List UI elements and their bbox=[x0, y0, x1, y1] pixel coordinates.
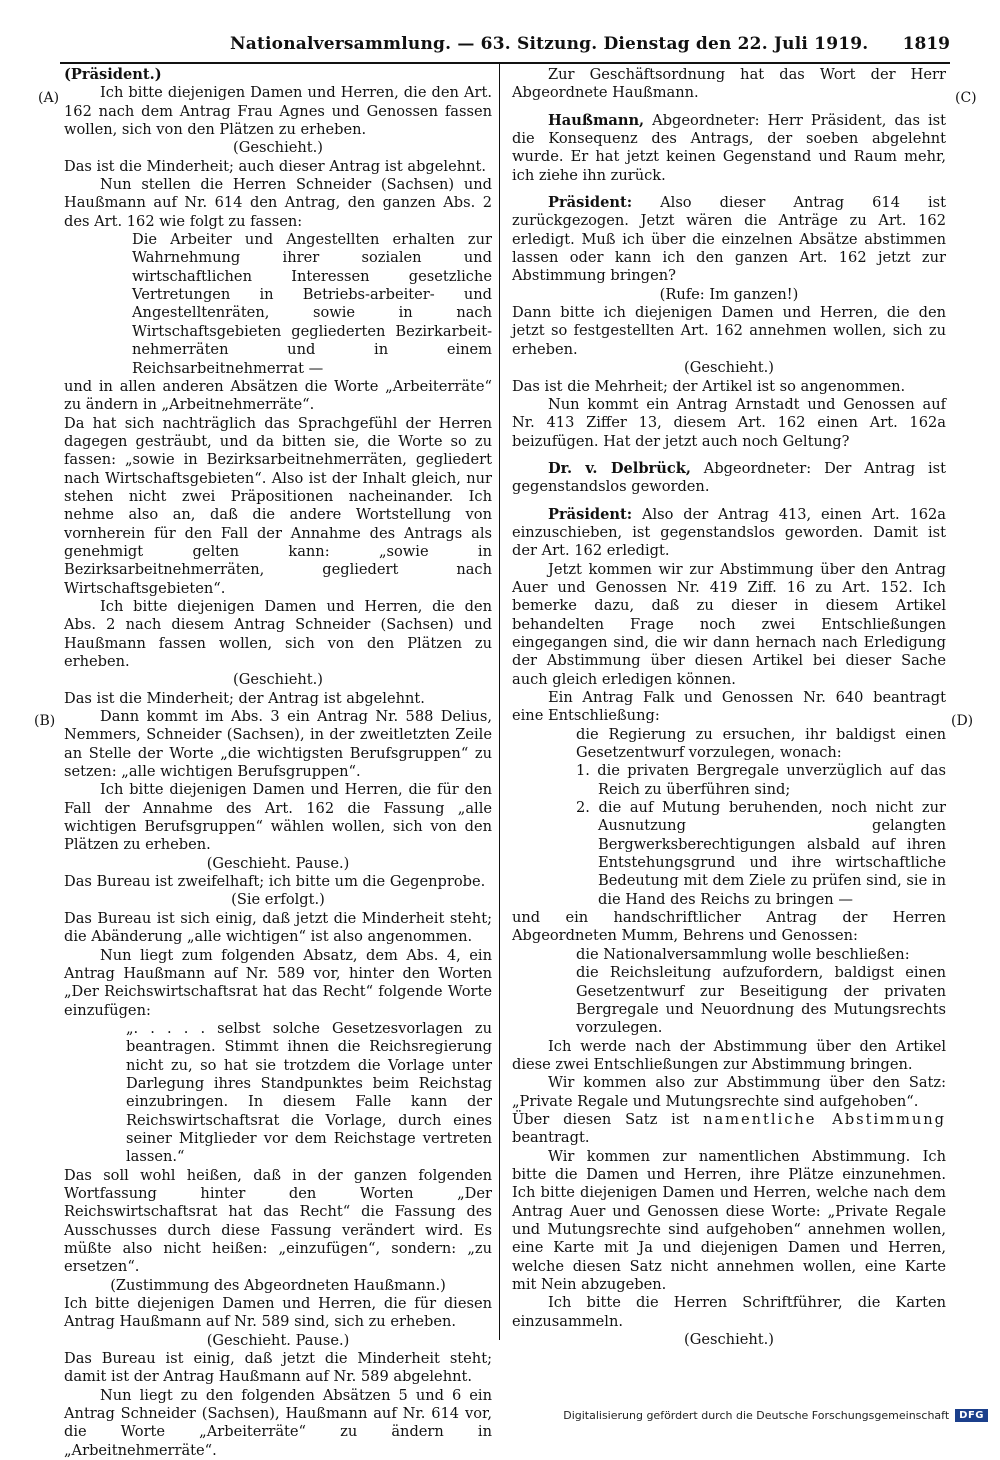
stage-direction: (Zustimmung des Abgeordneten Haußmann.) bbox=[110, 1276, 446, 1294]
right-column bbox=[512, 66, 946, 1349]
stage-direction: (Geschieht. Pause.) bbox=[206, 854, 350, 872]
header-rule bbox=[60, 62, 950, 64]
paragraph: Nun liegt zum folgenden Absatz, dem Abs. 4, ein Antrag Haußmann auf Nr. 589 vor, hinter den Worten „Der Reichswirtschaftsrat hat das Recht“ folgende Worte einzufügen: bbox=[64, 946, 492, 1019]
paragraph: Ein Antrag Falk und Genossen Nr. 640 beantragt eine Entschließung: bbox=[512, 689, 946, 725]
column-divider bbox=[499, 64, 500, 1340]
speech-paragraph bbox=[512, 112, 946, 185]
emphasis-text: namentliche Abstimmung bbox=[703, 1110, 946, 1128]
speech-text: Also dieser Antrag 614 ist zurückgezogen. Jetzt wären die Anträge zu Art. 162 erledigt. Muß ich über die einzelnen Absätze abstimmen lassen oder kann ich den ganzen Art. 162 jetzt zur Abstimmung bringen? bbox=[512, 194, 947, 285]
paragraph: Das Bureau ist einig, daß jetzt die Minderheit steht; damit ist der Antrag Haußmann auf Nr. 589 abgelehnt. bbox=[64, 1350, 492, 1386]
stage-direction: (Geschieht.) bbox=[684, 1331, 774, 1349]
speaker-name: Dr. v. Delbrück, bbox=[548, 459, 691, 477]
speaker-label: (Präsident.) bbox=[64, 66, 162, 83]
paragraph: Wir kommen zur namentlichen Abstimmung. Ich bitte die Damen und Herren, ihre Plätze einzunehmen. Ich bitte diejenigen Damen und Herren, welche nach dem Antrag Auer und Genossen diese Worte: „Private Regale und Mutungsrechte sind aufgehoben“ annehmen wollen, eine Karte mit Ja und diejenigen Damen und Herren, welche diesen Satz nicht annehmen wollen, eine Karte mit Nein abzugeben. bbox=[512, 1147, 946, 1293]
speech-paragraph bbox=[512, 506, 946, 561]
paragraph: Ich werde nach der Abstimmung über den Artikel diese zwei Entschließungen zur Abstimmung bringen. bbox=[512, 1037, 946, 1073]
footer-text: Digitalisierung gefördert durch die Deutsche Forschungsgemeinschaft bbox=[563, 1409, 950, 1422]
quoted-text: die Reichsleitung aufzufordern, baldigst einen Gesetzentwurf zur Beseitigung der privaten Bergregale und Neuordnung des Mutungsrechts vorzulegen. bbox=[576, 964, 946, 1037]
margin-marker-a: (A) bbox=[38, 90, 60, 106]
paragraph: Das ist die Minderheit; der Antrag ist abgelehnt. bbox=[64, 689, 425, 707]
quoted-text: Die Arbeiter und Angestellten erhalten zur Wahrnehmung ihrer sozialen und wirtschaftlichen Interessen gesetzliche Vertretungen in Betriebs-arbeiter- und Angestelltenräten, sowie in nach Wirtschaftsgebieten gegliederten Bezirkarbeit-nehmerräten und in einem Reichsarbeitnehmerrat — bbox=[132, 231, 492, 377]
list-item: 1. die privaten Bergregale unverzüglich auf das Reich zu überführen sind; bbox=[576, 762, 946, 798]
paragraph: Ich bitte diejenigen Damen und Herren, die den Abs. 2 nach diesem Antrag Schneider (Sachsen) und Haußmann fassen wollen, sich von den Plätzen zu erheben. bbox=[64, 597, 492, 670]
digitization-credit bbox=[563, 1409, 988, 1422]
paragraph: Wir kommen also zur Abstimmung über den Satz: „Private Regale und Mutungsrechte sind aufgehoben“. bbox=[512, 1074, 946, 1110]
paragraph: Da hat sich nachträglich das Sprachgefühl der Herren dagegen gesträubt, und da bitten sie, die Worte so zu fassen: „sowie in Bezirksarbeitnehmerräten, gegliedert nach Wirtschaftsgebieten“. Also ist der Inhalt gleich, nur stehen nicht zwei Präpositionen nacheinander. Ich nehme also an, daß die andere Wortstellung von vornherein für den Fall der Annahme des Antrags als genehmigt gelten kann: „sowie in Bezirksarbeitnehmerräten, gegliedert nach Wirtschaftsgebieten“. bbox=[64, 414, 492, 597]
margin-marker-d: (D) bbox=[951, 713, 974, 729]
speech-text: Abgeordneter: Der Antrag ist gegenstandslos geworden. bbox=[512, 459, 947, 496]
paragraph: Das ist die Mehrheit; der Artikel ist so angenommen. bbox=[512, 377, 906, 395]
paragraph: Nun liegt zu den folgenden Absätzen 5 und 6 ein Antrag Schneider (Sachsen), Haußmann auf Nr. 614 vor, die Worte „Arbeiterräte“ zu ändern in „Arbeitnehmerräte“. bbox=[64, 1386, 492, 1459]
speech-paragraph bbox=[512, 194, 946, 286]
stage-direction: (Geschieht.) bbox=[684, 359, 774, 377]
paragraph: Jetzt kommen wir zur Abstimmung über den Antrag Auer und Genossen Nr. 419 Ziff. 16 zu Art. 152. Ich bemerke dazu, daß zu dieser in diesem Artikel behandelten Frage noch zwei Entschließungen eingegangen sind, die wir dann hernach nach Erledigung der Abstimmung über diesen Artikel bei dieser Sache auch gleich erledigen können. bbox=[512, 560, 946, 688]
speech-paragraph bbox=[512, 460, 946, 497]
paragraph: Nun stellen die Herren Schneider (Sachsen) und Haußmann auf Nr. 614 den Antrag, den ganzen Abs. 2 des Art. 162 wie folgt zu fassen: bbox=[64, 176, 492, 230]
stage-direction: (Geschieht.) bbox=[233, 139, 323, 157]
stage-direction: (Geschieht. Pause.) bbox=[206, 1331, 350, 1349]
paragraph: Das soll wohl heißen, daß in der ganzen folgenden Wortfassung hinter den Worten „Der Reichswirtschaftsrat hat das Recht“ die Fassung des Ausschusses durch diese Fassung verändert wird. Es müßte also nicht heißen: „einzufügen“, sondern: „zu ersetzen“. bbox=[64, 1166, 492, 1276]
paragraph: Das Bureau ist zweifelhaft; ich bitte um die Gegenprobe. bbox=[64, 873, 486, 891]
paragraph: Dann bitte ich diejenigen Damen und Herren, die den jetzt so festgestellten Art. 162 annehmen wollen, sich zu erheben. bbox=[512, 304, 946, 358]
paragraph: Ich bitte die Herren Schriftführer, die Karten einzusammeln. bbox=[512, 1294, 946, 1330]
header-title: Nationalversammlung. — 63. Sitzung. Dienstag den 22. Juli 1919. bbox=[230, 34, 869, 54]
paragraph: Ich bitte diejenigen Damen und Herren, die für den Fall der Annahme des Art. 162 die Fassung „alle wichtigen Berufsgruppen“ wählen wollen, sich von den Plätzen zu erheben. bbox=[64, 781, 492, 854]
paragraph: Dann kommt im Abs. 3 ein Antrag Nr. 588 Delius, Nemmers, Schneider (Sachsen), in der zweitletzten Zeile an Stelle der Worte „die wichtigsten Berufsgruppen“ zu setzen: „alle wichtigen Berufsgruppen“. bbox=[64, 708, 492, 781]
stage-direction: (Geschieht.) bbox=[233, 671, 323, 689]
speaker-name: Haußmann, bbox=[548, 111, 645, 129]
page-number: 1819 bbox=[902, 34, 950, 54]
speaker-name: Präsident: bbox=[548, 194, 633, 212]
list-item: 2. die auf Mutung beruhenden, noch nicht zur Ausnutzung gelangten Bergwerksberechtigungen alsbald auf ihren Entstehungsgrund und ihre wirtschaftliche Bedeutung mit dem Ziele zu prüfen sind, sie in die Hand des Reichs zu bringen — bbox=[576, 799, 946, 908]
quoted-text: die Regierung zu ersuchen, ihr baldigst einen Gesetzentwurf vorzulegen, wonach: bbox=[576, 725, 946, 762]
paragraph: Über diesen Satz ist namentliche Abstimmung beantragt. bbox=[512, 1110, 946, 1147]
quoted-text: „. . . . . selbst solche Gesetzesvorlagen zu beantragen. Stimmt ihnen die Reichsregierung nicht zu, so hat sie trotzdem die Vorlage unter Darlegung ihres Standpunktes beim Reichstag einzubringen. In diesem Falle kann der Reichswirtschaftsrat die Vorlage, durch eines seiner Mitglieder vor dem Reichstage vertreten lassen.“ bbox=[126, 1019, 492, 1166]
paragraph: und in allen anderen Absätzen die Worte „Arbeiterräte“ zu ändern in „Arbeitnehmerräte“. bbox=[64, 377, 492, 414]
left-column bbox=[64, 66, 492, 1460]
margin-marker-c: (C) bbox=[955, 90, 977, 106]
paragraph: Das ist die Minderheit; auch dieser Antrag ist abgelehnt. bbox=[64, 157, 487, 175]
page-header bbox=[60, 34, 950, 60]
paragraph: Ich bitte diejenigen Damen und Herren, die den Art. 162 nach dem Antrag Frau Agnes und Genossen fassen wollen, sich von den Plätzen zu erheben. bbox=[64, 84, 492, 139]
speech-text: Abgeordneter: Herr Präsident, das ist die Konsequenz des Antrags, der soeben abgelehnt wurde. Er hat jetzt keinen Gegenstand und Raum mehr, ich ziehe ihn zurück. bbox=[512, 111, 946, 184]
speaker-name: Präsident: bbox=[548, 505, 633, 523]
stage-direction: (Rufe: Im ganzen!) bbox=[659, 285, 799, 303]
paragraph: Nun kommt ein Antrag Arnstadt und Genossen auf Nr. 413 Ziffer 13, diesem Art. 162 einen Art. 162a beizufügen. Hat der jetzt auch noch Geltung? bbox=[512, 395, 946, 450]
paragraph: Das Bureau ist sich einig, daß jetzt die Minderheit steht; die Abänderung „alle wichtigen“ ist also angenommen. bbox=[64, 909, 492, 946]
margin-marker-b: (B) bbox=[34, 713, 56, 729]
stage-direction: (Sie erfolgt.) bbox=[231, 891, 325, 909]
paragraph: und ein handschriftlicher Antrag der Herren Abgeordneten Mumm, Behrens und Genossen: bbox=[512, 909, 946, 945]
quoted-text: die Nationalversammlung wolle beschließen: bbox=[576, 945, 910, 963]
paragraph: Zur Geschäftsordnung hat das Wort der Herr Abgeordnete Haußmann. bbox=[512, 66, 946, 102]
speech-text: Also der Antrag 413, einen Art. 162a einzuschieben, ist gegenstandslos geworden. Damit ist der Art. 162 erledigt. bbox=[512, 505, 947, 560]
paragraph: Ich bitte diejenigen Damen und Herren, die für diesen Antrag Haußmann auf Nr. 589 sind, sich zu erheben. bbox=[64, 1295, 492, 1331]
dfg-logo: DFG bbox=[955, 1409, 988, 1422]
